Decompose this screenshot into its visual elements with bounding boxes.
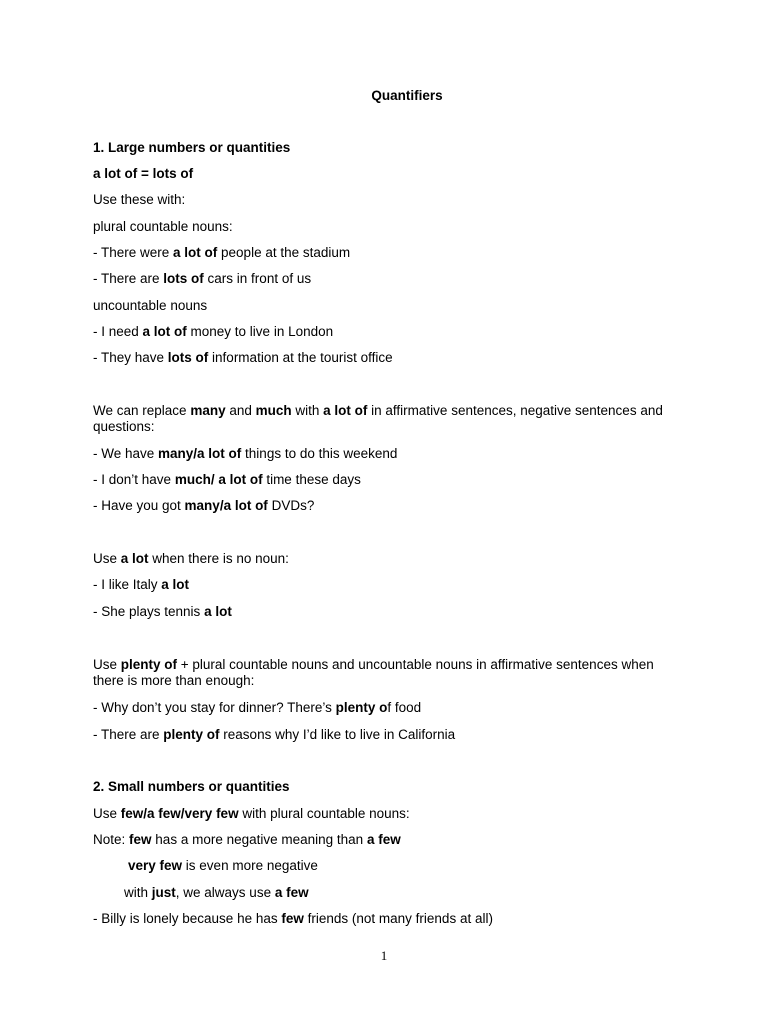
text-line xyxy=(93,298,207,314)
text-segment: - There were xyxy=(93,245,174,260)
text-line xyxy=(93,166,193,182)
text-segment: Note: xyxy=(93,832,130,847)
text-line xyxy=(93,403,683,435)
text-segment: people at the stadium xyxy=(217,245,351,260)
text-line xyxy=(93,727,455,743)
bold-text: a lot of xyxy=(142,324,187,339)
text-line xyxy=(93,245,350,261)
text-segment: cars in front of us xyxy=(203,271,312,286)
bold-text: a lot of = lots of xyxy=(93,166,194,181)
bold-text: lots of xyxy=(163,271,204,286)
text-line xyxy=(93,498,314,514)
text-line xyxy=(93,192,185,208)
text-line xyxy=(93,604,232,620)
text-line xyxy=(93,577,189,593)
text-segment: - Have you got xyxy=(93,498,185,513)
text-line xyxy=(93,140,290,156)
text-line xyxy=(93,779,290,795)
text-line xyxy=(128,858,318,874)
text-segment: time these days xyxy=(262,472,361,487)
bold-text: just xyxy=(151,885,176,900)
text-segment: - There are xyxy=(93,271,164,286)
text-line xyxy=(93,700,421,716)
bold-text: a few xyxy=(274,885,309,900)
text-segment: reasons why I’d like to live in California xyxy=(219,727,456,742)
text-line xyxy=(93,806,410,822)
bold-text: a lot xyxy=(120,551,149,566)
text-segment: - I need xyxy=(93,324,143,339)
text-segment: - She plays tennis xyxy=(93,604,205,619)
text-segment: and xyxy=(225,403,256,418)
bold-text: 1. Large numbers or quantities xyxy=(93,140,291,155)
text-segment: - Why don’t you stay for dinner? There’s xyxy=(93,700,336,715)
bold-text: plenty o xyxy=(335,700,388,715)
text-segment: in affirmative sentences, negative sentences and questions: xyxy=(93,403,663,434)
page-title: Quantifiers xyxy=(371,88,443,103)
text-segment: uncountable nouns xyxy=(93,298,208,313)
text-segment: - They have xyxy=(93,350,168,365)
bold-text: much xyxy=(255,403,292,418)
text-segment: friends (not many friends at all) xyxy=(303,911,493,926)
text-segment: Use xyxy=(93,657,121,672)
bold-text: a lot of xyxy=(173,245,218,260)
bold-text: 2. Small numbers or quantities xyxy=(93,779,290,794)
page-number: 1 xyxy=(380,948,388,963)
text-segment: plural countable nouns: xyxy=(93,219,233,234)
bold-text: few/a few/very few xyxy=(120,806,239,821)
text-line xyxy=(93,551,289,567)
text-segment: has a more negative meaning than xyxy=(151,832,367,847)
text-line xyxy=(93,324,333,340)
bold-text: many/a lot of xyxy=(158,446,242,461)
text-line xyxy=(93,657,683,689)
text-segment: - I like Italy xyxy=(93,577,162,592)
bold-text: very few xyxy=(128,858,183,873)
bold-text: many/a lot of xyxy=(184,498,268,513)
text-segment: when there is no noun: xyxy=(148,551,289,566)
text-line xyxy=(93,446,397,462)
text-segment: money to live in London xyxy=(186,324,334,339)
text-segment: information at the tourist office xyxy=(208,350,393,365)
text-segment: - I don’t have xyxy=(93,472,175,487)
bold-text: a few xyxy=(366,832,401,847)
bold-text: a lot of xyxy=(323,403,368,418)
bold-text: a lot xyxy=(161,577,190,592)
text-segment: is even more negative xyxy=(182,858,318,873)
text-line xyxy=(93,832,401,848)
text-segment: f food xyxy=(387,700,422,715)
text-segment: with xyxy=(291,403,324,418)
bold-text: many xyxy=(190,403,226,418)
text-segment: - We have xyxy=(93,446,159,461)
text-segment: Use xyxy=(93,806,121,821)
text-segment: , we always use xyxy=(175,885,275,900)
text-line xyxy=(93,911,493,927)
bold-text: much/ a lot of xyxy=(174,472,263,487)
text-segment: things to do this weekend xyxy=(241,446,398,461)
text-line xyxy=(124,885,309,901)
text-segment: - Billy is lonely because he has xyxy=(93,911,282,926)
text-segment: - There are xyxy=(93,727,164,742)
text-segment: DVDs? xyxy=(267,498,315,513)
bold-text: few xyxy=(129,832,152,847)
text-line xyxy=(93,350,393,366)
text-segment: + plural countable nouns and uncountable nouns in affirmative sentences when there is more than enough: xyxy=(93,657,654,688)
text-segment: Use these with: xyxy=(93,192,186,207)
text-line xyxy=(93,472,361,488)
bold-text: lots of xyxy=(167,350,209,365)
text-segment: Use xyxy=(93,551,121,566)
bold-text: plenty of xyxy=(163,727,220,742)
text-segment: We can replace xyxy=(93,403,191,418)
bold-text: plenty of xyxy=(120,657,178,672)
bold-text: a lot xyxy=(204,604,232,619)
text-segment: with xyxy=(124,885,152,900)
text-segment: with plural countable nouns: xyxy=(238,806,410,821)
bold-text: few xyxy=(281,911,304,926)
text-line xyxy=(93,271,311,287)
text-line xyxy=(93,219,233,235)
